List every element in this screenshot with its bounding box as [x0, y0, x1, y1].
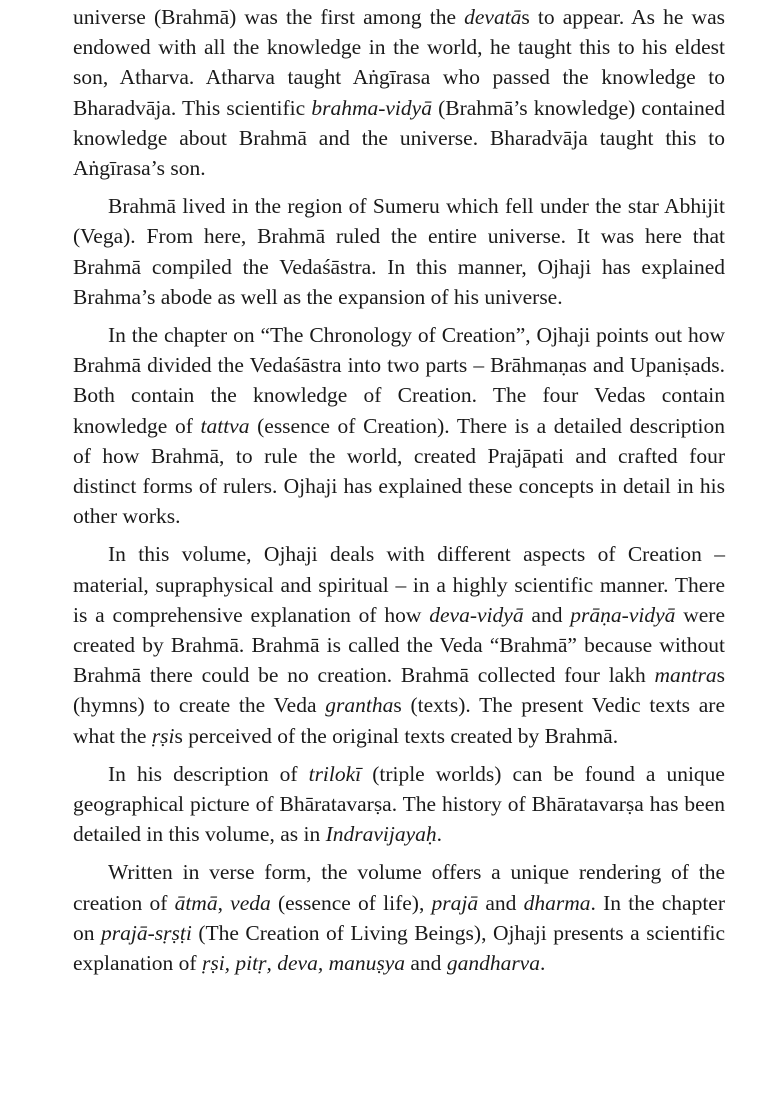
italic-term: trilokī	[308, 761, 362, 786]
paragraph-brahma-knowledge-lineage	[73, 2, 725, 183]
italic-term: ṛṣi	[151, 723, 175, 748]
italic-term: ātmā	[174, 890, 218, 915]
italic-term: gandharva	[446, 951, 540, 976]
text-segment: and	[523, 602, 571, 627]
italic-term: grantha	[325, 693, 394, 718]
text-segment: universe (Brahmā) was the first among the	[73, 5, 465, 29]
italic-term: devatā	[464, 5, 522, 29]
paragraph-sumeru-abode	[73, 191, 725, 312]
text-segment: and	[478, 890, 524, 915]
paragraph-aspects-of-creation	[73, 539, 725, 750]
text-segment: (triple worlds) can be found a unique geographical picture of Bhāratavarṣa. The history of Bhāratavarṣa has been detailed in this volume, as in	[73, 761, 725, 847]
text-segment: and	[405, 951, 447, 976]
text-segment: Brahmā lived in the region of Sumeru which fell under the star Abhijit (Vega). From here, Brahmā ruled the entire universe. It was here that Brahmā compiled the Vedaśāstra. In this manner, Ojhaji has explained Brahma’s abode as well as the expansion of his universe.	[73, 194, 725, 309]
italic-term: Indravijayaḥ	[325, 822, 437, 847]
text-segment: In this volume, Ojhaji deals with different aspects of Creation – material, supraphysical and spiritual – in a highly scientific manner. There is a comprehensive explanation of how	[73, 542, 725, 627]
text-segment: s (hymns) to create the Veda	[73, 663, 725, 718]
text-segment: In the chapter on “The Chronology of Creation”, Ojhaji points out how Brahmā divided the Vedaśāstra into two parts – Brāhmaṇas and Upaniṣads. Both contain the knowledge of Creation. The four Vedas contain knowledge of	[73, 323, 725, 438]
text-segment: (essence of life),	[270, 890, 432, 915]
italic-term: dharma	[523, 890, 591, 915]
document-page	[73, 2, 725, 986]
paragraph-verse-form	[73, 857, 725, 978]
text-segment: s perceived of the original texts created by Brahmā.	[174, 723, 619, 748]
italic-term: prajā	[431, 890, 479, 915]
paragraph-triloki-bharatavarsa	[73, 759, 725, 850]
text-segment: were created by Brahmā. Brahmā is called the Veda “Brahmā” because without Brahmā there could be no creation. Brahmā collected four lakh	[73, 602, 725, 688]
italic-term: prajā-sṛṣṭi	[101, 920, 192, 945]
italic-term: ṛṣi, pitṛ, deva, manuṣya	[201, 951, 406, 976]
italic-term: brahma-vidyā	[311, 95, 432, 120]
paragraph-chronology-of-creation	[73, 320, 725, 531]
text-segment: (Brahmā’s knowledge) contained knowledge about Brahmā and the universe. Bharadvāja taught this to Aṅgīrasa’s son.	[73, 95, 725, 181]
italic-term: tattva	[200, 413, 250, 438]
italic-term: prāṇa-vidyā	[570, 602, 676, 627]
text-segment: .	[436, 822, 443, 847]
text-segment: . In the chapter on	[73, 890, 725, 945]
text-segment: s (texts). The present Vedic texts are what the	[73, 693, 725, 748]
italic-term: mantra	[654, 663, 717, 688]
text-segment: (The Creation of Living Beings), Ojhaji presents a scientific explanation of	[73, 920, 726, 976]
text-segment: s to appear. As he was endowed with all the knowledge in the world, he taught this to his eldest son, Atharva. Atharva taught Aṅgīrasa who passed the knowledge to Bharadvāja. This scientific	[73, 5, 725, 120]
text-segment: Written in verse form, the volume offers a unique rendering of the creation of	[73, 860, 725, 915]
italic-term: deva-vidyā	[429, 602, 524, 627]
text-segment: ,	[217, 890, 231, 915]
text-segment: In his description of	[108, 761, 309, 786]
text-segment: (essence of Creation). There is a detailed description of how Brahmā, to rule the world, created Prajāpati and crafted four distinct forms of rulers. Ojhaji has explained these concepts in detail in his other works.	[73, 413, 726, 529]
italic-term: veda	[230, 890, 271, 915]
text-segment: .	[539, 951, 546, 976]
